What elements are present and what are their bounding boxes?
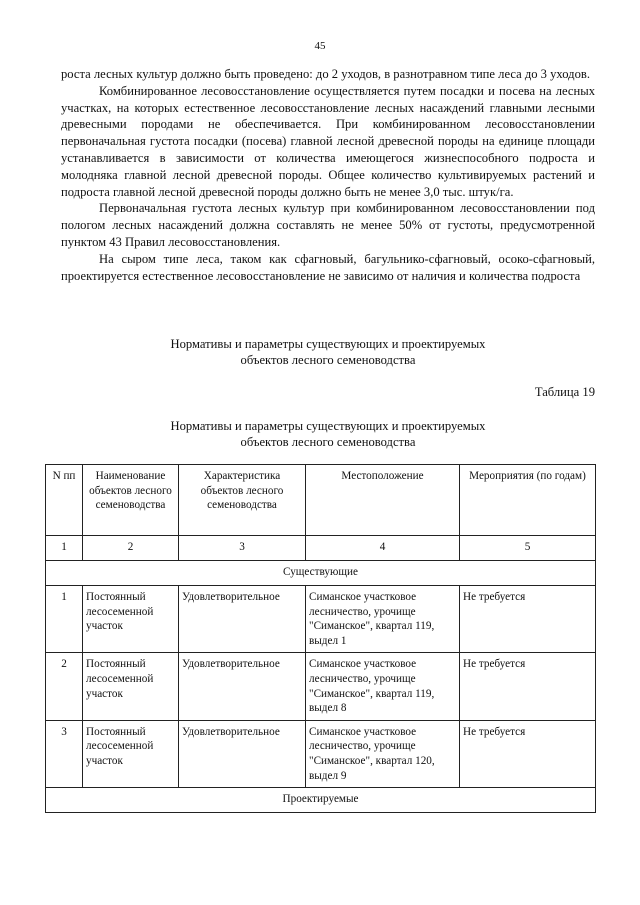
paragraph: Первоначальная густота лесных культур при комбинированном лесовосстановлении под пологом лесных насаждений должна составлять не менее 50% от густоты, предусмотренной пунктом 43 Правил лесовосстановления. (61, 201, 595, 249)
table-title (61, 418, 595, 450)
table-header-cell: Мероприятия (по годам) (460, 465, 596, 536)
page-number: 45 (314, 40, 326, 52)
object-measures: Не требуется (460, 720, 596, 787)
table-row (46, 586, 596, 653)
table-label: Таблица 19 (534, 385, 595, 399)
column-number: 4 (306, 536, 460, 561)
group-row-existing (46, 561, 596, 586)
group-row-planned (46, 788, 596, 813)
table-title-line: Нормативы и параметры существующих и проектируемых (170, 419, 486, 433)
section-heading-line: объектов лесного семеноводства (240, 353, 416, 367)
body-text (61, 66, 595, 284)
table-header-cell: Местоположение (306, 465, 460, 536)
table-header-cell: Наименование объектов лесного семеноводства (83, 465, 179, 536)
object-name: Постоянный лесосеменной участок (83, 586, 179, 653)
column-number-row (46, 536, 596, 561)
column-number: 3 (179, 536, 306, 561)
object-name: Постоянный лесосеменной участок (83, 720, 179, 787)
table-header-cell: N пп (46, 465, 83, 536)
object-location: Симанское участковое лесничество, урочище "Симанское", квартал 120, выдел 9 (306, 720, 460, 787)
paragraph: Комбинированное лесовосстановление осуществляется путем посадки и посева на лесных участках, на которых естественное лесовосстановление лесных насаждений главными лесными древесными породами не обеспечивается. При комбинированном лесовосстановлении первоначальная густота посадки (посева) главной лесной древесной породы на единице площади устанавливается в зависимости от количества имеющегося жизнеспособного подроста и молодняка главной лесной древесной породы. Общее количество культивируемых растений и подроста главной лесной древесной породы должно быть не менее 3,0 тыс. штук/га. (61, 83, 595, 199)
object-characteristic: Удовлетворительное (179, 586, 306, 653)
group-label: Проектируемые (46, 788, 596, 813)
column-number: 1 (46, 536, 83, 561)
table-row (46, 653, 596, 720)
object-measures: Не требуется (460, 586, 596, 653)
column-number: 2 (83, 536, 179, 561)
row-number: 1 (46, 586, 83, 653)
paragraph: роста лесных культур должно быть проведено: до 2 уходов, в разнотравном типе леса до 3 уходов. (61, 67, 590, 81)
seed-objects-table (45, 464, 596, 813)
object-name: Постоянный лесосеменной участок (83, 653, 179, 720)
object-characteristic: Удовлетворительное (179, 720, 306, 787)
table-header-row (46, 465, 596, 536)
object-characteristic: Удовлетворительное (179, 653, 306, 720)
object-measures: Не требуется (460, 653, 596, 720)
table-title-line: объектов лесного семеноводства (240, 435, 416, 449)
table-row (46, 720, 596, 787)
section-heading-line: Нормативы и параметры существующих и проектируемых (170, 337, 486, 351)
object-location: Симанское участковое лесничество, урочище "Симанское", квартал 119, выдел 8 (306, 653, 460, 720)
row-number: 3 (46, 720, 83, 787)
paragraph: На сыром типе леса, таком как сфагновый, багульнико-сфагновый, осоко-сфагновый, проектируется естественное лесовосстановление не зависимо от наличия и количества подроста (61, 251, 595, 283)
object-location: Симанское участковое лесничество, урочище "Симанское", квартал 119, выдел 1 (306, 586, 460, 653)
section-heading (61, 336, 595, 368)
row-number: 2 (46, 653, 83, 720)
column-number: 5 (460, 536, 596, 561)
table-header-cell: Характеристика объектов лесного семеноводства (179, 465, 306, 536)
group-label: Существующие (46, 561, 596, 586)
